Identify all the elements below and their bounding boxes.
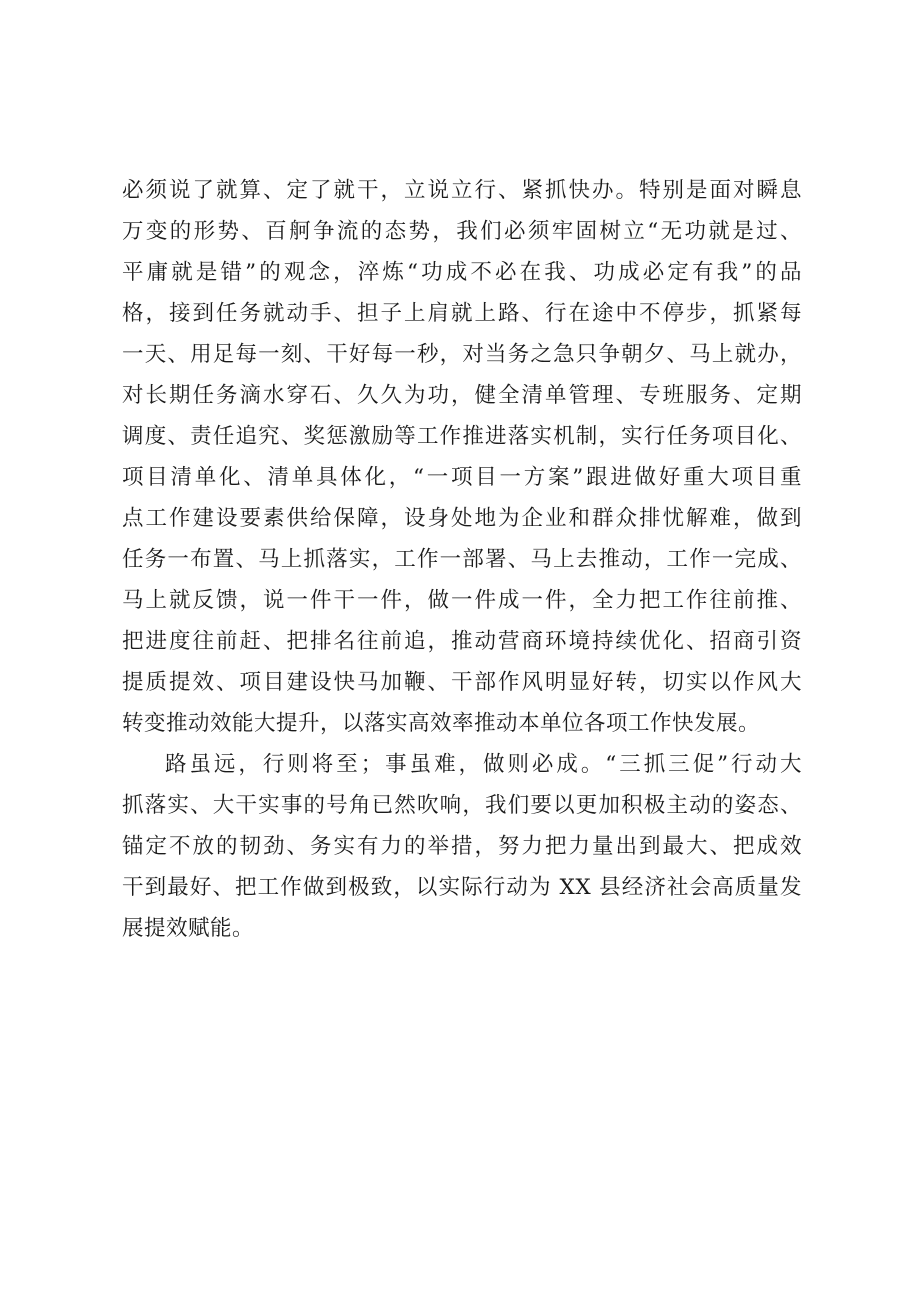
text-line: 任务一布置、马上抓落实，工作一部署、马上去推动，工作一完成、 xyxy=(122,547,802,572)
text-line: 提质提效、项目建设快马加鞭、干部作风明显好转，切实以作风大 xyxy=(122,670,802,695)
text-line: 马上就反馈，说一件干一件，做一件成一件，全力把工作往前推、 xyxy=(122,588,802,613)
text-line: 对长期任务滴水穿石、久久为功，健全清单管理、专班服务、定期 xyxy=(122,383,802,408)
text-line: 展提效赋能。 xyxy=(122,916,255,941)
text-line: 干到最好、把工作做到极致，以实际行动为 XX 县经济社会高质量发 xyxy=(122,875,802,900)
text-line: 点工作建设要素供给保障，设身处地为企业和群众排忧解难，做到 xyxy=(122,506,802,531)
text-line: 抓落实、大干实事的号角已然吹响，我们要以更加积极主动的姿态、 xyxy=(122,793,802,818)
text-line: 锚定不放的韧劲、务实有力的举措，努力把力量出到最大、把成效 xyxy=(122,834,802,859)
text-line: 调度、责任追究、奖惩激励等工作推进落实机制，实行任务项目化、 xyxy=(122,424,802,449)
text-line: 万变的形势、百舸争流的态势，我们必须牢固树立“无功就是过、 xyxy=(122,219,802,244)
text-line: 转变推动效能大提升，以落实高效率推动本单位各项工作快发展。 xyxy=(122,711,761,736)
paragraph-2 xyxy=(122,744,802,949)
text-line: 必须说了就算、定了就干，立说立行、紧抓快办。特别是面对瞬息 xyxy=(122,178,802,203)
text-line: 格，接到任务就动手、担子上肩就上路、行在途中不停步，抓紧每 xyxy=(122,301,802,326)
text-line: 路虽远，行则将至；事虽难，做则必成。“三抓三促”行动大 xyxy=(165,752,802,777)
body-text xyxy=(122,170,802,949)
text-line: 平庸就是错”的观念，淬炼“功成不必在我、功成必定有我”的品 xyxy=(122,260,802,285)
text-line: 把进度往前赶、把排名往前追，推动营商环境持续优化、招商引资 xyxy=(122,629,802,654)
text-line: 项目清单化、清单具体化，“一项目一方案”跟进做好重大项目重 xyxy=(122,465,802,490)
paragraph-1 xyxy=(122,170,802,744)
text-line: 一天、用足每一刻、干好每一秒，对当务之急只争朝夕、马上就办， xyxy=(122,342,802,367)
